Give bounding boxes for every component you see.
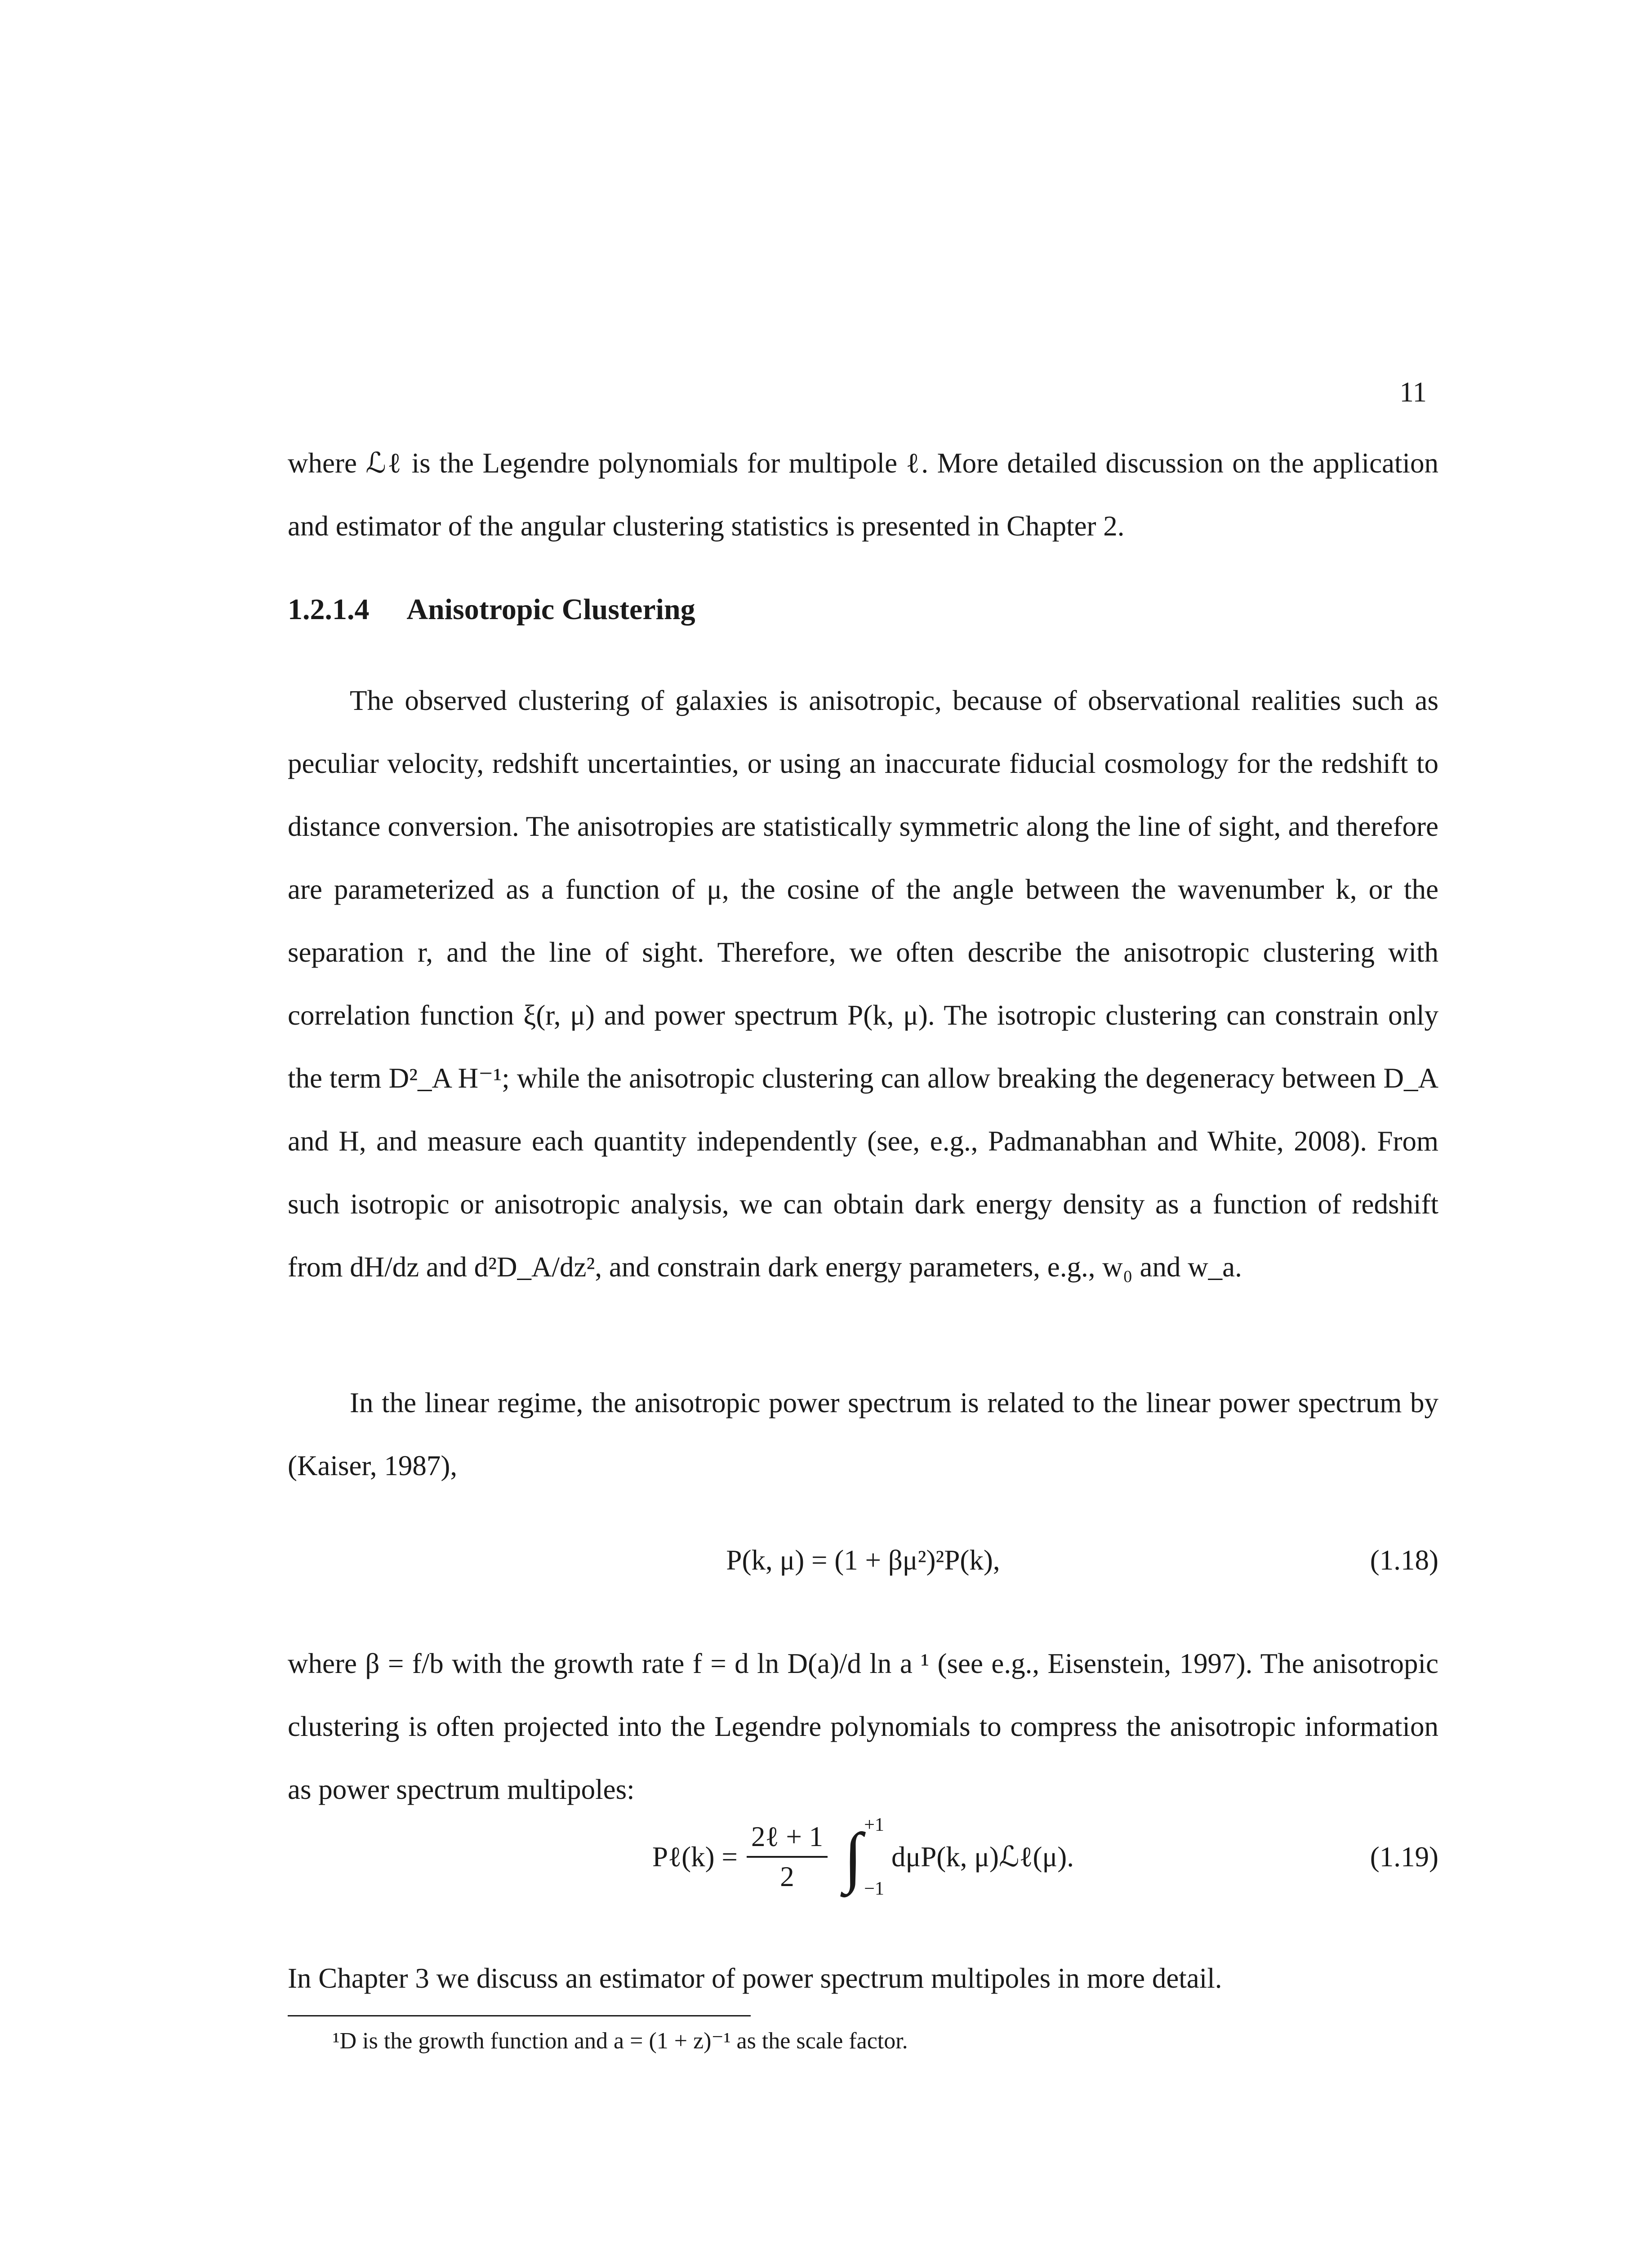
fraction-denominator: 2 (780, 1861, 794, 1892)
fraction-numerator: 2ℓ + 1 (747, 1820, 828, 1858)
paragraph-growth-rate: where β = f/b with the growth rate f = d ln D(a)/d ln a ¹ (see e.g., Eisenstein, 1997). The anisotropic clustering is often projected into the Legendre polynomials to compress the anisotropic information as power spectrum multipoles: (288, 1648, 1438, 1805)
equation-1-19-integrand: dμP(k, μ)ℒℓ(μ). (891, 1841, 1074, 1873)
equation-1-19-expression (288, 1803, 1438, 1911)
page-number: 11 (1399, 376, 1427, 408)
integral-upper-limit: +1 (864, 1815, 884, 1835)
section-number: 1.2.1.4 (288, 593, 370, 626)
integral-symbol: ∫ (844, 1820, 863, 1894)
footnote: ¹D is the growth function and a = (1 + z)⁻¹ as the scale factor. (333, 2028, 908, 2054)
paragraph-anisotropic-clustering: The observed clustering of galaxies is anisotropic, because of observational realities such as peculiar velocity, redshift uncertainties, or using an inaccurate fiducial cosmology for the redshift to distance conversion. The anisotropies are statistically symmetric along the line of sight, and therefore are parameterized as a function of μ, the cosine of the angle between the wavenumber k, or the separation r, and the line of sight. Therefore, we often describe the anisotropic clustering with correlation function ξ(r, μ) and power spectrum P(k, μ). The isotropic clustering can constrain only the term D²_A H⁻¹; while the anisotropic clustering can allow breaking the degeneracy between D_A and H, and measure each quantity independently (see, e.g., Padmanabhan and White, 2008). From such isotropic or anisotropic analysis, we can obtain dark energy density as a function of redshift from dH/dz and d²D_A/dz², and constrain dark energy parameters, e.g., w₀ and w_a. (288, 685, 1438, 1283)
equation-1-18-number: (1.18) (1370, 1544, 1438, 1576)
section-heading (288, 593, 695, 627)
paragraph-linear-regime: In the linear regime, the anisotropic power spectrum is related to the linear power spectrum by (Kaiser, 1987), (288, 1387, 1438, 1481)
paragraph-chapter-3: In Chapter 3 we discuss an estimator of power spectrum multipoles in more detail. (288, 1963, 1222, 1994)
integral-lower-limit: −1 (864, 1878, 884, 1899)
equation-1-18 (288, 1529, 1438, 1592)
equation-1-19-lhs: Pℓ(k) = (652, 1841, 738, 1873)
section-title: Anisotropic Clustering (406, 593, 695, 626)
paragraph-legendre-intro: where ℒℓ is the Legendre polynomials for multipole ℓ. More detailed discussion on the application and estimator of the angular clustering statistics is presented in Chapter 2. (288, 447, 1438, 542)
equation-1-19-number: (1.19) (1370, 1841, 1438, 1873)
equation-1-19-fraction (747, 1820, 828, 1893)
integral-sign (844, 1814, 884, 1900)
footnote-divider (288, 2015, 751, 2016)
equation-1-18-expression: P(k, μ) = (1 + βμ²)²P(k), (726, 1544, 1000, 1576)
integral-limits (864, 1814, 884, 1900)
equation-1-19 (288, 1803, 1438, 1911)
